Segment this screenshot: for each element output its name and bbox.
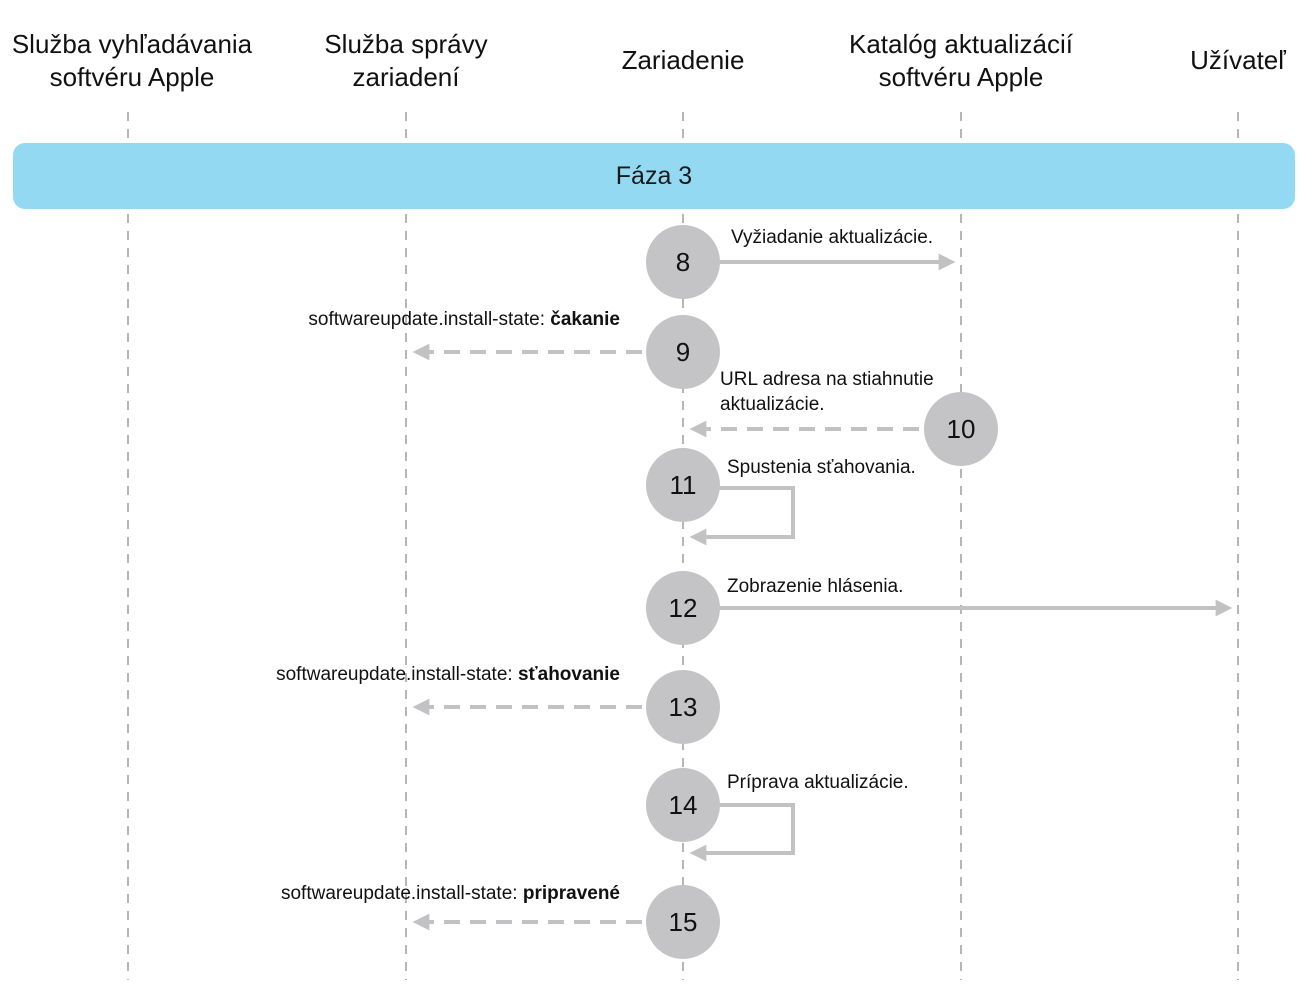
lane-header-device: Zariadenie: [621, 45, 745, 75]
phase-band: [13, 143, 1295, 209]
step-circle-11: 11: [646, 448, 720, 522]
step-circle-15: 15: [646, 885, 720, 959]
lane-header-mdm: Služba správy zariadení: [324, 29, 488, 92]
step-13-prefix: softwareupdate.install-state:: [276, 664, 518, 685]
step-9-label: [308, 307, 620, 332]
step-circle-10: 10: [924, 392, 998, 466]
lane-header-catalog: Katalóg aktualizácií softvéru Apple: [848, 29, 1074, 92]
step-14-label: Príprava aktualizácie.: [727, 772, 909, 793]
step-13-label: [276, 662, 620, 687]
step-15-prefix: softwareupdate.install-state:: [280, 883, 523, 904]
step-13-value: sťahovanie: [517, 664, 620, 685]
step-circle-13: 13: [646, 670, 720, 744]
lane-header-user: Užívateľ: [1190, 45, 1286, 75]
step-9-value: čakanie: [550, 309, 620, 330]
phase-label: Fáza 3: [615, 162, 693, 190]
step-circle-8: 8: [646, 225, 720, 299]
step-10-label: URL adresa na stiahnutie aktualizácie.: [720, 369, 934, 415]
step-15-label: [281, 881, 620, 906]
step-12-label: Zobrazenie hlásenia.: [727, 576, 904, 597]
step-8-label: Vyžiadanie aktualizácie.: [731, 227, 934, 248]
step-11-label: Spustenia sťahovania.: [727, 457, 916, 478]
step-9-prefix: softwareupdate.install-state:: [308, 309, 551, 330]
lane-header-search: Služba vyhľadávania softvéru Apple: [11, 29, 253, 92]
step-circle-12: 12: [646, 571, 720, 645]
step-circle-9: 9: [646, 315, 720, 389]
step-circle-14: 14: [646, 768, 720, 842]
step-15-value: pripravené: [522, 883, 620, 904]
